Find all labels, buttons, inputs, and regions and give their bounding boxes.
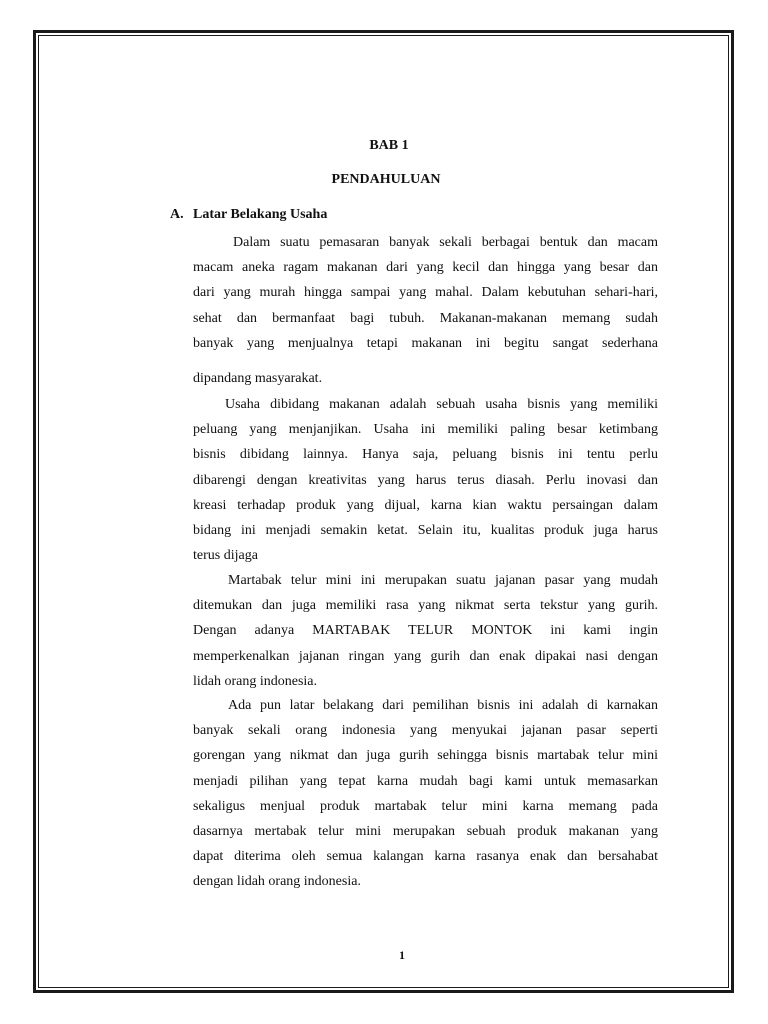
paragraph-line: banyak sekali orang indonesia yang menyukai jajanan pasar seperti (193, 723, 658, 739)
paragraph-line: dipandang masyarakat. (193, 371, 323, 386)
section-heading (170, 207, 327, 223)
paragraph-line: sehat dan bermanfaat bagi tubuh. Makanan-makanan memang sudah (193, 310, 658, 326)
paragraph-1-end (193, 366, 658, 391)
paragraph-4 (193, 693, 658, 895)
section-number: A. (170, 207, 184, 222)
paragraph-line: kreasi terhadap produk yang dijual, karna kian waktu persaingan dalam (193, 497, 658, 513)
paragraph-line: peluang yang menjanjikan. Usaha ini memiliki paling besar ketimbang (193, 422, 658, 438)
paragraph-line: Ada pun latar belakang dari pemilihan bisnis ini adalah di karnakan (228, 698, 658, 713)
paragraph-line: Dengan adanya MARTABAK TELUR MONTOK ini kami ingin (193, 623, 658, 639)
paragraph-line: Dalam suatu pemasaran banyak sekali berbagai bentuk dan macam (233, 235, 658, 250)
paragraph-line: ditemukan dan juga memiliki rasa yang nikmat serta tekstur yang gurih. (193, 598, 658, 614)
paragraph-3 (193, 568, 658, 694)
section-title: Latar Belakang Usaha (193, 207, 328, 222)
chapter-label: BAB 1 (369, 138, 409, 153)
paragraph-line: dari yang murah hingga sampai yang mahal. Dalam kebutuhan sehari-hari, (193, 285, 658, 301)
paragraph-line: memperkenalkan jajanan ringan yang gurih dan enak dipakai nasi dengan (193, 648, 658, 664)
paragraph-line: dapat diterima oleh semua kalangan karna rasanya enak dan bersahabat (193, 849, 658, 865)
paragraph-line: dibarengi dengan kreativitas yang harus terus diasah. Perlu inovasi dan (193, 472, 658, 488)
paragraph-line: menjadi pilihan yang tepat karna mudah bagi kami untuk memasarkan (193, 773, 658, 789)
paragraph-2 (193, 392, 658, 568)
paragraph-line: bisnis dibidang lainnya. Hanya saja, peluang bisnis ini tentu perlu (193, 447, 658, 463)
paragraph-line: gorengan yang nikmat dan juga gurih sehingga bisnis martabak telur mini (193, 748, 658, 764)
page-number: 1 (399, 948, 405, 962)
paragraph-line: terus dijaga (193, 548, 258, 564)
paragraph-line: sekaligus menjual produk martabak telur mini karna memang pada (193, 798, 658, 814)
paragraph-line: macam aneka ragam makanan dari yang kecil dan hingga yang besar dan (193, 260, 658, 276)
paragraph-1 (193, 230, 658, 356)
paragraph-line: dasarnya mertabak telur mini merupakan sebuah produk makanan yang (193, 824, 658, 840)
paragraph-line: Martabak telur mini ini merupakan suatu jajanan pasar yang mudah (228, 573, 658, 588)
paragraph-line: Usaha dibidang makanan adalah sebuah usaha bisnis yang memiliki (225, 397, 658, 412)
paragraph-line: banyak yang menjualnya tetapi makanan ini begitu sangat sederhana (193, 335, 658, 351)
chapter-title: PENDAHULUAN (331, 172, 441, 187)
paragraph-line: lidah orang indonesia. (193, 673, 318, 689)
paragraph-line: bidang ini menjadi semakin ketat. Selain itu, kualitas produk juga harus (193, 523, 658, 539)
paragraph-line: dengan lidah orang indonesia. (193, 874, 361, 890)
